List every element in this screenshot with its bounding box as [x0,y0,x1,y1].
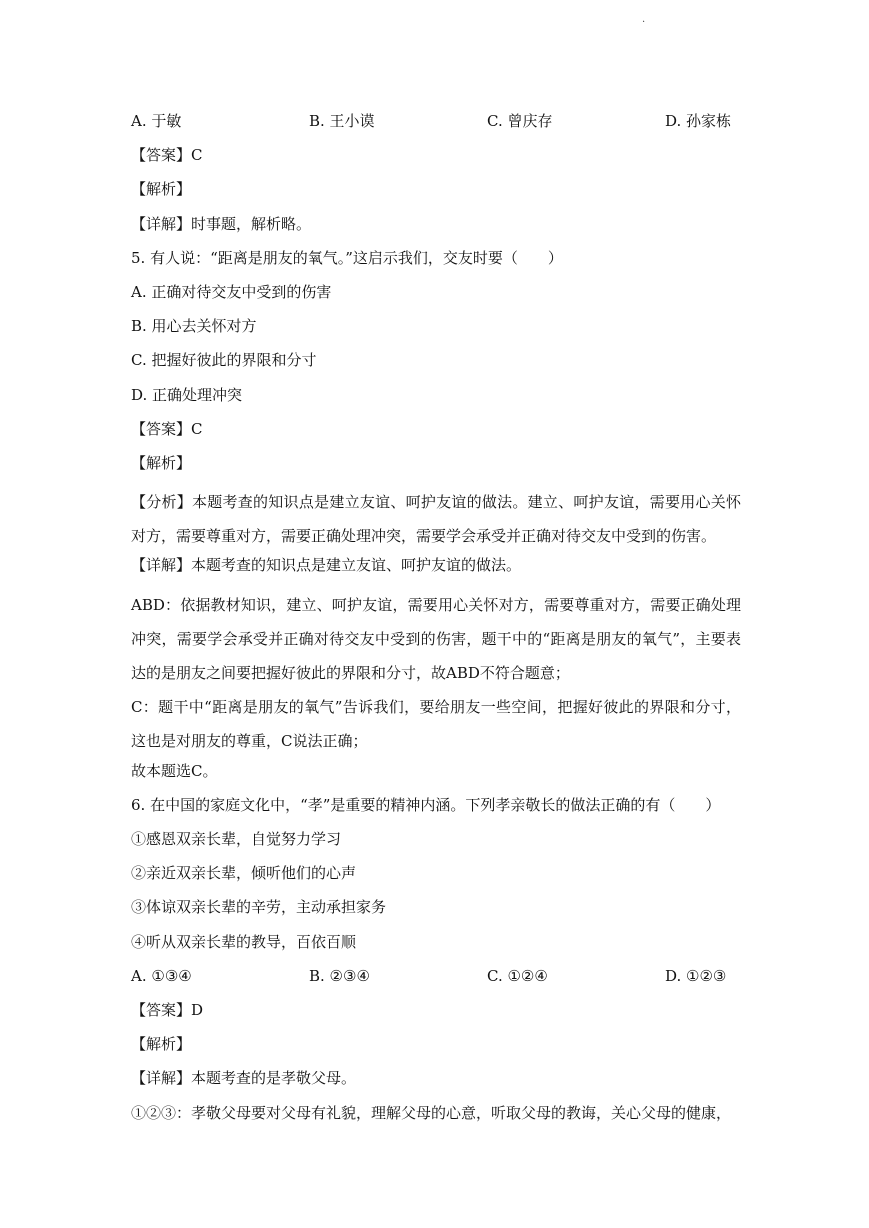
q6-detail-intro: 【详解】本题考查的是孝敬父母。 [131,1069,357,1088]
q6-stem: 6. 在中国的家庭文化中，“孝”是重要的精神内涵。下列孝亲敬长的做法正确的有（ ） [131,795,721,814]
q6-statement-2: ②亲近双亲长辈，倾听他们的心声 [131,864,357,883]
q5-analysis-label: 【解析】 [131,453,192,472]
q4-answer: 【答案】C [131,146,203,165]
q5-detail-intro: 【详解】本题考查的知识点是建立友谊、呵护友谊的做法。 [131,556,522,575]
q5-conclusion: 故本题选C。 [131,761,218,780]
header-mark: . [642,14,646,25]
q6-option-b: B. ②③④ [309,966,370,985]
q6-answer: 【答案】D [131,1000,204,1019]
q4-option-c: C. 曾庆存 [487,112,553,130]
q6-analysis-label: 【解析】 [131,1035,192,1054]
document-body [131,109,741,1135]
q5-option-c: C. 把握好彼此的界限和分寸 [131,351,317,370]
q4-option-d: D. 孙家栋 [665,112,732,130]
q6-options [131,964,741,998]
q6-detail-123: ①②③：孝敬父母要对父母有礼貌，理解父母的心意，听取父母的教诲，关心父母的健康， [131,1103,732,1122]
q6-option-a: A. ①③④ [131,966,192,985]
q5-detail-c: C：题干中“距离是朋友的氧气”告诉我们，要给朋友一些空间，把握好彼此的界限和分寸，这也是对朋友的尊重，C说法正确； [131,698,741,751]
q4-detail: 【详解】时事题，解析略。 [131,214,312,233]
q5-option-a: A. 正确对待交友中受到的伤害 [131,282,332,301]
q6-statement-3: ③体谅双亲长辈的辛劳，主动承担家务 [131,898,387,917]
q4-option-a: A. 于敏 [131,112,182,130]
q5-fenxi: 【分析】本题考查的知识点是建立友谊、呵护友谊的做法。建立、呵护友谊，需要用心关怀对方，需要尊重对方，需要正确处理冲突，需要学会承受并正确对待交友中受到的伤害。 [131,493,741,546]
q4-analysis-label: 【解析】 [131,180,192,199]
q6-statement-4: ④听从双亲长辈的教导，百依百顺 [131,932,357,951]
q6-option-d: D. ①②③ [665,966,727,985]
q4-option-b: B. 王小谟 [309,112,375,130]
q6-statement-1: ①感恩双亲长辈，自觉努力学习 [131,830,342,849]
q4-options [131,109,741,143]
q5-option-b: B. 用心去关怀对方 [131,317,257,336]
q6-option-c: C. ①②④ [487,966,548,985]
q5-detail-abd: ABD：依据教材知识，建立、呵护友谊，需要用心关怀对方，需要尊重对方，需要正确处理冲突，需要学会承受并正确对待交友中受到的伤害，题干中的“距离是朋友的氧气”，主要表达的是朋友之间要把握好彼此的界限和分寸，故ABD不符合题意； [131,595,741,683]
q5-stem: 5. 有人说：“距离是朋友的氧气。”这启示我们，交友时要（ ） [131,248,563,267]
q5-answer: 【答案】C [131,419,203,438]
q5-option-d: D. 正确处理冲突 [131,385,243,404]
